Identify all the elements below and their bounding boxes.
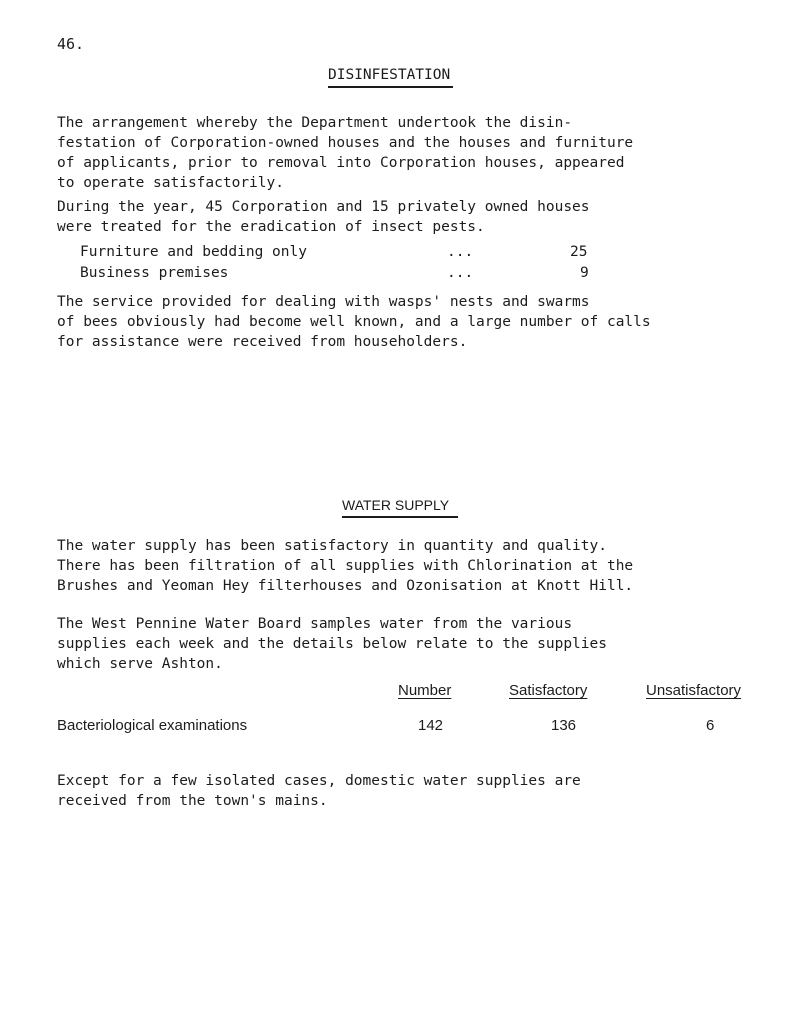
page-number: 46. <box>57 35 85 53</box>
table-row-label: Bacteriological examinations <box>57 717 248 734</box>
water-paragraph-1: The water supply has been satisfactory in quantity and quality. There has been filtration of all supplies with Chlorination at the Brushes and Yeoman Hey filterhouses and Ozonisation at Knott Hill. <box>57 538 634 594</box>
disinfestation-heading-underline <box>328 86 453 88</box>
item-value: 9 <box>580 265 589 281</box>
item-dots: ... <box>447 244 474 260</box>
table-value-number: 142 <box>418 717 444 734</box>
water-paragraph-2: The West Pennine Water Board samples water from the various supplies each week and the details below relate to the supplies which serve Ashton. <box>57 616 607 672</box>
item-dots: ... <box>447 265 474 281</box>
table-header-satisfactory: Satisfactory <box>509 682 588 699</box>
disinfestation-paragraph-2: During the year, 45 Corporation and 15 privately owned houses were treated for the eradication of insect pests. <box>57 199 590 235</box>
table-value-unsatisfactory: 6 <box>706 717 715 734</box>
item-label: Business premises <box>80 265 229 281</box>
item-label: Furniture and bedding only <box>80 244 307 260</box>
table-value-satisfactory: 136 <box>551 717 577 734</box>
disinfestation-paragraph-1: The arrangement whereby the Department undertook the disin- festation of Corporation-owned houses and the houses and furniture of applicants, prior to removal into Corporation houses, appeared to operate satisfactorily. <box>57 115 634 191</box>
disinfestation-heading: DISINFESTATION <box>328 67 451 83</box>
item-value: 25 <box>570 244 588 260</box>
water-supply-heading-underline <box>342 516 458 518</box>
water-supply-heading: WATER SUPPLY <box>342 497 450 513</box>
table-header-number: Number <box>398 682 452 699</box>
table-header-unsatisfactory: Unsatisfactory <box>646 682 742 699</box>
water-paragraph-3: Except for a few isolated cases, domestic water supplies are received from the town's mains. <box>57 773 581 809</box>
disinfestation-paragraph-3: The service provided for dealing with wasps' nests and swarms of bees obviously had become well known, and a large number of calls for assistance were received from householders. <box>57 294 651 350</box>
